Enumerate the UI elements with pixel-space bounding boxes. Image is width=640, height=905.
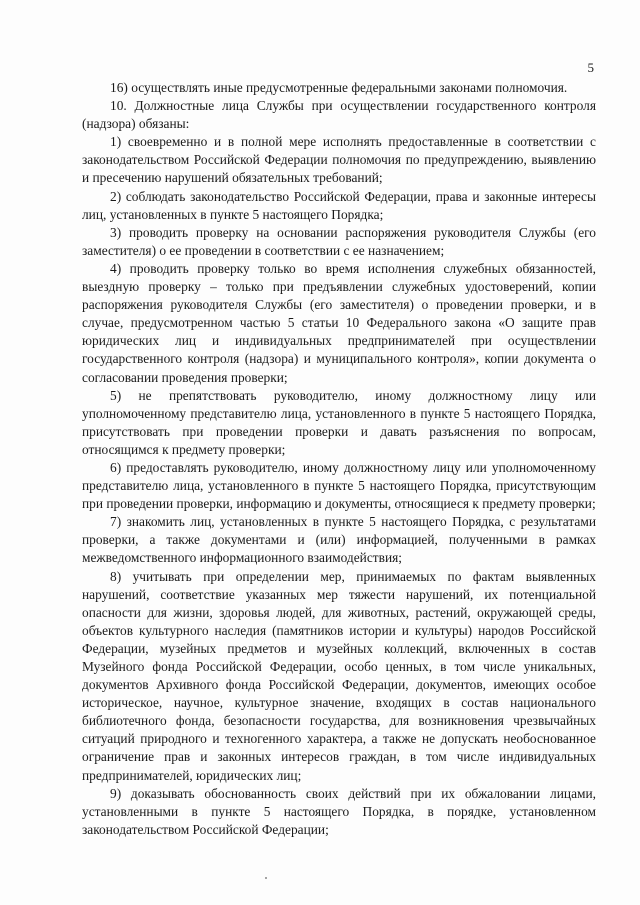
paragraph-item-3: 3) проводить проверку на основании распоряжения руководителя Службы (его заместителя) о ее проведении в соответствии с ее назначением; — [82, 224, 596, 258]
paragraph-clause-10: 10. Должностные лица Службы при осуществлении государственного контроля (надзора) обязаны: — [82, 98, 596, 132]
paragraph-item-5: 5) не препятствовать руководителю, иному должностному лицу или уполномоченному представителю лица, установленного в пункте 5 настоящего Порядка, присутствовать при проведении проверки и давать разъяснения по вопросам, относящимся к предмету проверки; — [82, 387, 596, 457]
paragraph-item-8: 8) учитывать при определении мер, принимаемых по фактам выявленных нарушений, соответствие указанных мер тяжести нарушений, их потенциальной опасности для жизни, здоровья людей, для животных, растений, окружающей среды, объектов культурного наследия (памятников истории и культуры) народов Российской Федерации, музейных предметов и музейных коллекций, включенных в состав Музейного фонда Российской Федерации, особо ценных, в том числе уникальных, документов Архивного фонда Российской Федерации, документов, имеющих особое историческое, научное, культурное значение, входящих в состав национального библиотечного фонда, безопасности государства, для возникновения чрезвычайных ситуаций природного и техногенного характера, а также не допускать необоснованное ограничение прав и законных интересов граждан, в том числе индивидуальных предпринимателей, юридических лиц; — [82, 568, 596, 783]
paragraph-item-2: 2) соблюдать законодательство Российской Федерации, права и законные интересы лиц, установленных в пункте 5 настоящего Порядка; — [82, 188, 596, 222]
paragraph-item-7: 7) знакомить лиц, установленных в пункте 5 настоящего Порядка, с результатами проверки, а также документами и (или) информацией, полученными в рамках межведомственного информационного взаимодействия; — [82, 514, 596, 566]
paragraph-item-1: 1) своевременно и в полной мере исполнять предоставленные в соответствии с законодательством Российской Федерации полномочия по предупреждению, выявлению и пресечению нарушений обязательных требований; — [82, 134, 596, 186]
document-body — [82, 79, 596, 839]
paragraph-item-6: 6) предоставлять руководителю, иному должностному лицу или уполномоченному представителю лица, установленного в пункте 5 настоящего Порядка, присутствующим при проведении проверки, информацию и документы, относящиеся к предмету проверки; — [82, 459, 596, 512]
scan-speck — [265, 877, 267, 879]
page-number: 5 — [587, 60, 594, 75]
paragraph-item-4: 4) проводить проверку только во время исполнения служебных обязанностей, выездную проверку – только при предъявлении служебных удостоверений, копии распоряжения руководителя Службы (его заместителя) о проведении проверки, и в случае, предусмотренном частью 5 статьи 10 Федерального закона «О защите прав юридических лиц и индивидуальных предпринимателей при осуществлении государственного контроля (надзора) и муниципального контроля», копии документа о согласовании проведения проверки; — [82, 260, 596, 385]
paragraph-item-16: 16) осуществлять иные предусмотренные федеральными законами полномочия. — [110, 80, 568, 95]
paragraph-item-9: 9) доказывать обоснованность своих действий при их обжаловании лицами, установленными в пункте 5 настоящего Порядка, в порядке, установленном законодательством Российской Федерации; — [82, 785, 596, 837]
